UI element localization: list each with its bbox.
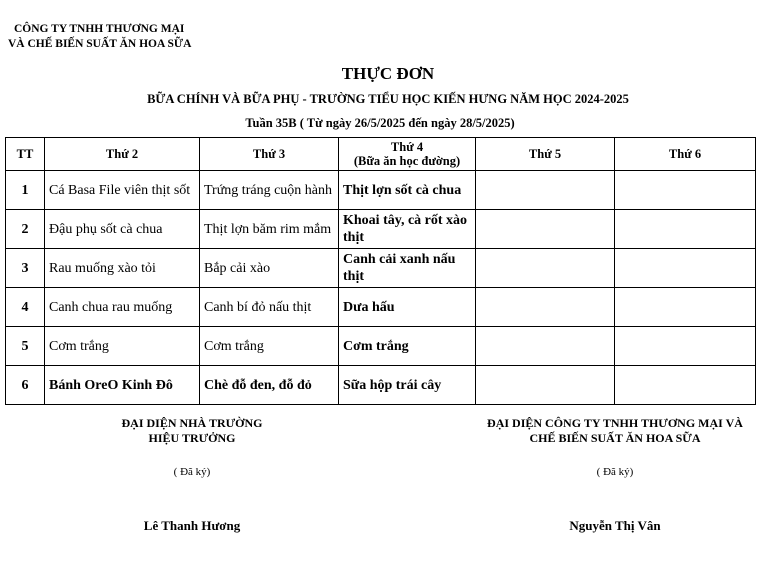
header-wednesday-note: (Bữa ăn học đường) <box>353 154 461 168</box>
cell-wednesday: Thịt lợn sốt cà chua <box>339 171 476 210</box>
cell-tuesday: Trứng tráng cuộn hành <box>200 171 339 210</box>
cell-tuesday: Cơm trắng <box>200 327 339 366</box>
week-range: Tuần 35B ( Từ ngày 26/5/2025 đến ngày 28/5/2025) <box>245 116 515 130</box>
company-signed-note: ( Đã ký) <box>596 466 634 478</box>
cell-friday <box>615 288 756 327</box>
header-friday: Thứ 6 <box>615 138 756 171</box>
page-subtitle: BỮA CHÍNH VÀ BỮA PHỤ - TRƯỜNG TIỂU HỌC KIẾN HƯNG NĂM HỌC 2024-2025 <box>147 92 629 106</box>
company-signature-role: CHẾ BIẾN SUẤT ĂN HOA SỮA <box>529 431 701 445</box>
company-signer-name: Nguyễn Thị Vân <box>569 518 661 533</box>
header-monday: Thứ 2 <box>45 138 200 171</box>
cell-friday <box>615 171 756 210</box>
school-signature-block <box>92 416 292 446</box>
cell-thursday <box>476 327 615 366</box>
table-header-row <box>6 138 756 171</box>
cell-monday: Đậu phụ sốt cà chua <box>45 210 200 249</box>
company-name-line2: VÀ CHẾ BIẾN SUẤT ĂN HOA SỮA <box>8 38 192 50</box>
cell-tuesday: Thịt lợn băm rim mắm <box>200 210 339 249</box>
page-title: THỰC ĐƠN <box>341 64 435 83</box>
cell-thursday <box>476 249 615 288</box>
row-number: 3 <box>6 249 45 288</box>
table-row <box>6 288 756 327</box>
company-name <box>8 22 191 52</box>
cell-wednesday: Khoai tây, cà rốt xào thịt <box>339 210 476 249</box>
row-number: 6 <box>6 366 45 405</box>
header-wednesday-label: Thứ 4 <box>390 140 424 154</box>
cell-thursday <box>476 288 615 327</box>
company-signature-title: ĐẠI DIỆN CÔNG TY TNHH THƯƠNG MẠI VÀ <box>487 416 743 430</box>
cell-thursday <box>476 366 615 405</box>
cell-monday: Cơm trắng <box>45 327 200 366</box>
cell-monday: Cá Basa File viên thịt sốt <box>45 171 200 210</box>
cell-thursday <box>476 171 615 210</box>
school-signer-name: Lê Thanh Hương <box>143 518 241 533</box>
cell-friday <box>615 366 756 405</box>
company-name-line1: CÔNG TY TNHH THƯƠNG MẠI <box>14 23 185 35</box>
cell-tuesday: Canh bí đỏ nấu thịt <box>200 288 339 327</box>
header-tuesday: Thứ 3 <box>200 138 339 171</box>
table-row <box>6 210 756 249</box>
table-row <box>6 327 756 366</box>
cell-monday: Canh chua rau muống <box>45 288 200 327</box>
cell-tuesday: Bắp cải xào <box>200 249 339 288</box>
cell-wednesday: Cơm trắng <box>339 327 476 366</box>
table-row <box>6 171 756 210</box>
menu-table <box>5 137 756 405</box>
cell-wednesday: Sữa hộp trái cây <box>339 366 476 405</box>
cell-friday <box>615 249 756 288</box>
cell-thursday <box>476 210 615 249</box>
cell-wednesday: Dưa hấu <box>339 288 476 327</box>
header-tt: TT <box>6 138 45 171</box>
header-thursday: Thứ 5 <box>476 138 615 171</box>
row-number: 4 <box>6 288 45 327</box>
row-number: 1 <box>6 171 45 210</box>
table-row <box>6 366 756 405</box>
row-number: 2 <box>6 210 45 249</box>
cell-wednesday: Canh cải xanh nấu thịt <box>339 249 476 288</box>
school-signature-title: ĐẠI DIỆN NHÀ TRƯỜNG <box>121 416 263 430</box>
cell-friday <box>615 327 756 366</box>
header-wednesday <box>339 138 476 171</box>
cell-monday: Bánh OreO Kinh Đô <box>45 366 200 405</box>
company-signature-block <box>470 416 760 446</box>
cell-friday <box>615 210 756 249</box>
cell-tuesday: Chè đỗ đen, đỗ đỏ <box>200 366 339 405</box>
school-signature-role: HIỆU TRƯỞNG <box>148 431 236 445</box>
row-number: 5 <box>6 327 45 366</box>
table-row <box>6 249 756 288</box>
cell-monday: Rau muống xào tỏi <box>45 249 200 288</box>
school-signed-note: ( Đã ký) <box>173 466 211 478</box>
